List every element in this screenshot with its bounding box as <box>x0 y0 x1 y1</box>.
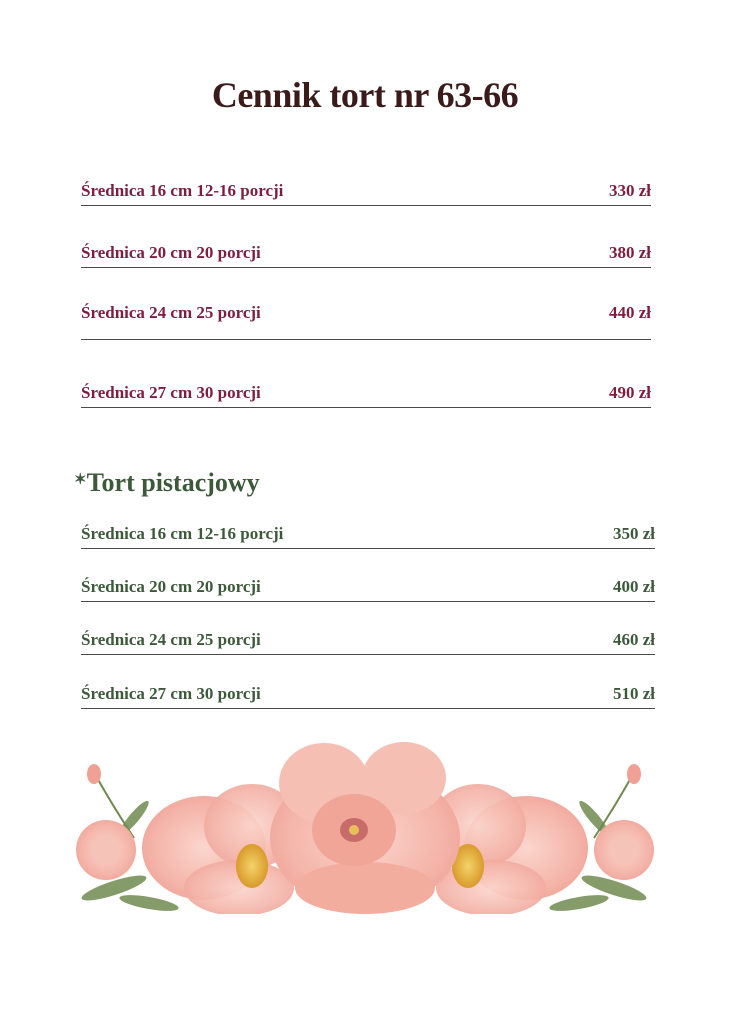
page-title: Cennik tort nr 63-66 <box>211 75 519 115</box>
price-row <box>81 178 651 206</box>
price-value: 510 zł <box>612 684 655 703</box>
price-row <box>81 376 651 408</box>
price-value: 330 zł <box>608 181 651 200</box>
star-icon: ✶ <box>74 472 87 488</box>
size-label: Średnica 27 cm 30 porcji <box>81 684 261 703</box>
price-value: 460 zł <box>612 630 655 649</box>
price-row <box>81 521 655 549</box>
size-label: Średnica 24 cm 25 porcji <box>81 303 261 322</box>
size-label: Średnica 20 cm 20 porcji <box>81 577 261 596</box>
size-label: Średnica 16 cm 12-16 porcji <box>81 524 284 543</box>
section-heading-text: Tort pistacjowy <box>86 468 260 497</box>
price-value: 400 zł <box>612 577 655 596</box>
price-row <box>81 574 655 602</box>
price-row <box>81 681 655 709</box>
size-label: Średnica 16 cm 12-16 porcji <box>81 181 284 200</box>
size-label: Średnica 27 cm 30 porcji <box>81 383 261 402</box>
price-row <box>81 240 651 268</box>
price-value: 350 zł <box>612 524 655 543</box>
size-label: Średnica 20 cm 20 porcji <box>81 243 261 262</box>
flower-decoration-icon <box>74 738 656 914</box>
price-value: 490 zł <box>608 383 651 402</box>
section-heading <box>74 468 260 498</box>
price-row <box>81 627 655 655</box>
price-value: 380 zł <box>608 243 651 262</box>
price-row <box>81 300 651 340</box>
size-label: Średnica 24 cm 25 porcji <box>81 630 261 649</box>
price-value: 440 zł <box>608 303 651 322</box>
